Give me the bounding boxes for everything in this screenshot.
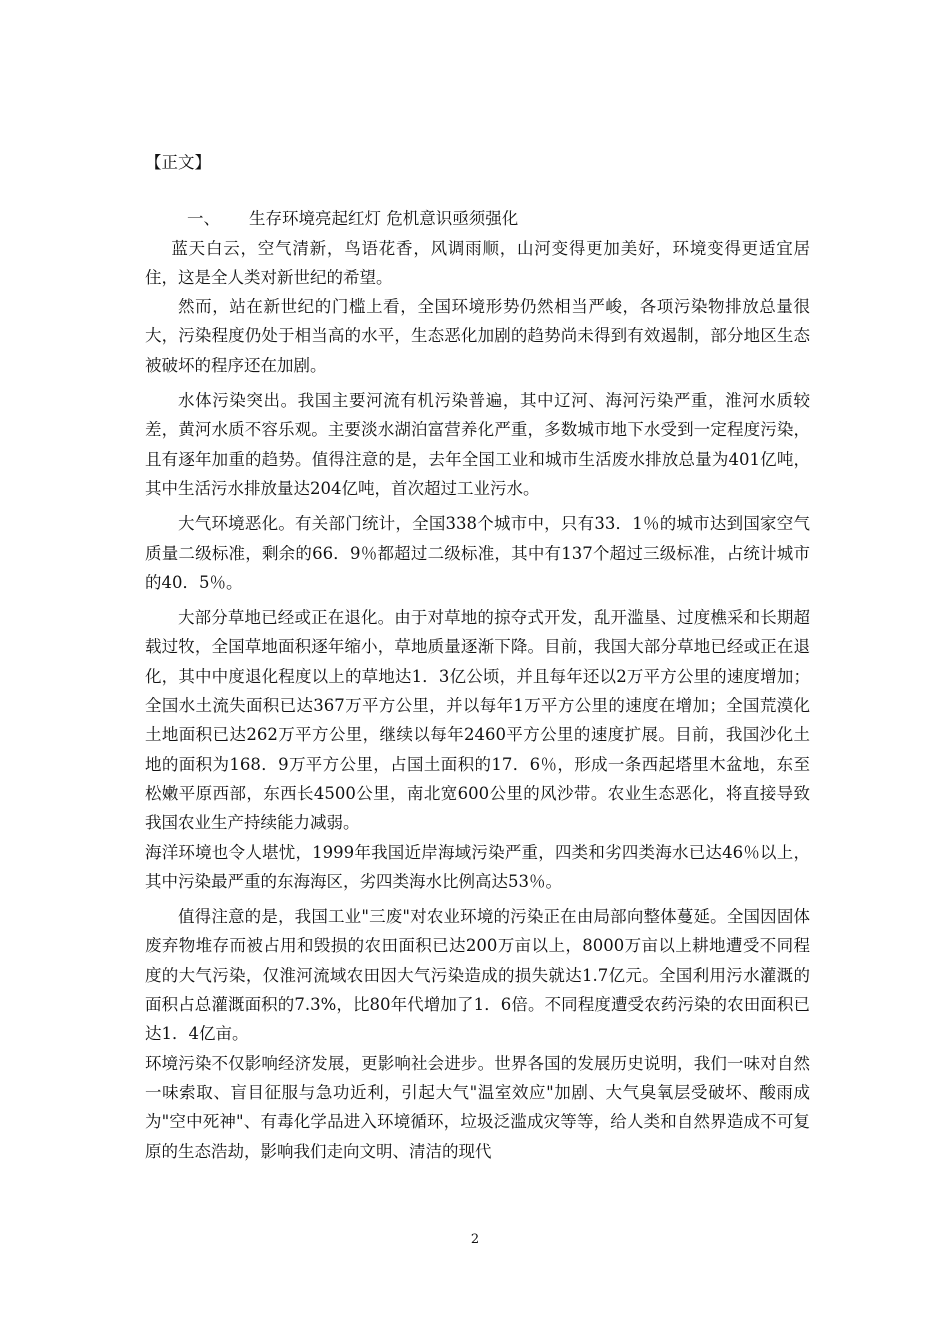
paragraph-situation: 然而，站在新世纪的门槛上看，全国环境形势仍然相当严峻，各项污染物排放总量很大，污染程度仍处于相当高的水平，生态恶化加剧的趋势尚未得到有效遏制，部分地区生态被破坏的程序还在加剧。 xyxy=(145,297,810,375)
paragraph-agriculture: 值得注意的是，我国工业"三废"对农业环境的污染正在由局部向整体蔓延。全国因固体废弃物堆存而被占用和毁损的农田面积已达200万亩以上，8000万亩以上耕地遭受不同程度的大气污染，仅淮河流域农田因大气污染造成的损失就达1.7亿元。全国利用污水灌溉的面积占总灌溉面积的7.3%，比80年代增加了1．6倍。不同程度遭受农药污染的农田面积已达1．4亿亩。 xyxy=(145,907,810,1044)
page-number: 2 xyxy=(470,1232,480,1247)
heading-number: 一、 xyxy=(187,209,220,229)
paragraph-grassland: 大部分草地已经或正在退化。由于对草地的掠夺式开发，乱开滥垦、过度樵采和长期超载过牧，全国草地面积逐年缩小，草地质量逐渐下降。目前，我国大部分草地已经或正在退化，其中中度退化程度以上的草地达1．3亿公顷，并且每年还以2万平方公里的速度增加；全国水土流失面积已达367万平方公里，并以每年1万平方公里的速度在增加；全国荒漠化土地面积已达262万平方公里，继续以每年2460平方公里的速度扩展。目前，我国沙化土地的面积为168．9万平方公里，占国土面积的17．6％，形成一条西起塔里木盆地，东至松嫩平原西部，东西长4500公里，南北宽600公里的风沙带。农业生态恶化，将直接导致我国农业生产持续能力减弱。 xyxy=(145,608,810,833)
paragraph-hope: 蓝天白云，空气清新，鸟语花香，风调雨顺，山河变得更加美好，环境变得更适宜居住，这是全人类对新世纪的希望。 xyxy=(145,238,810,287)
section-label: 【正文】 xyxy=(145,153,211,172)
section-heading xyxy=(145,204,810,233)
heading-title: 生存环境亮起红灯 危机意识亟须强化 xyxy=(249,209,519,229)
document-body xyxy=(145,148,810,1166)
paragraph-ocean: 海洋环境也令人堪忧，1999年我国近岸海域污染严重，四类和劣四类海水已达46％以上，其中污染最严重的东海海区，劣四类海水比例高达53％。 xyxy=(145,842,810,891)
paragraph-social-impact: 环境污染不仅影响经济发展，更影响社会进步。世界各国的发展历史说明，我们一味对自然一味索取、盲目征服与急功近利，引起大气"温室效应"加剧、大气臭氧层受破坏、酸雨成为"空中死神"、有毒化学品进入环境循环，垃圾泛滥成灾等等，给人类和自然界造成不可复原的生态浩劫，影响我们走向文明、清洁的现代 xyxy=(145,1053,810,1161)
paragraph-air-pollution: 大气环境恶化。有关部门统计，全国338个城市中，只有33．1％的城市达到国家空气质量二级标准，剩余的66．9％都超过二级标准，其中有137个超过三级标准，占统计城市的40．5％。 xyxy=(145,514,810,592)
paragraph-water-pollution: 水体污染突出。我国主要河流有机污染普遍，其中辽河、海河污染严重，淮河水质较差，黄河水质不容乐观。主要淡水湖泊富营养化严重，多数城市地下水受到一定程度污染，且有逐年加重的趋势。值得注意的是，去年全国工业和城市生活废水排放总量为401亿吨，其中生活污水排放量达204亿吨，首次超过工业污水。 xyxy=(145,391,810,498)
